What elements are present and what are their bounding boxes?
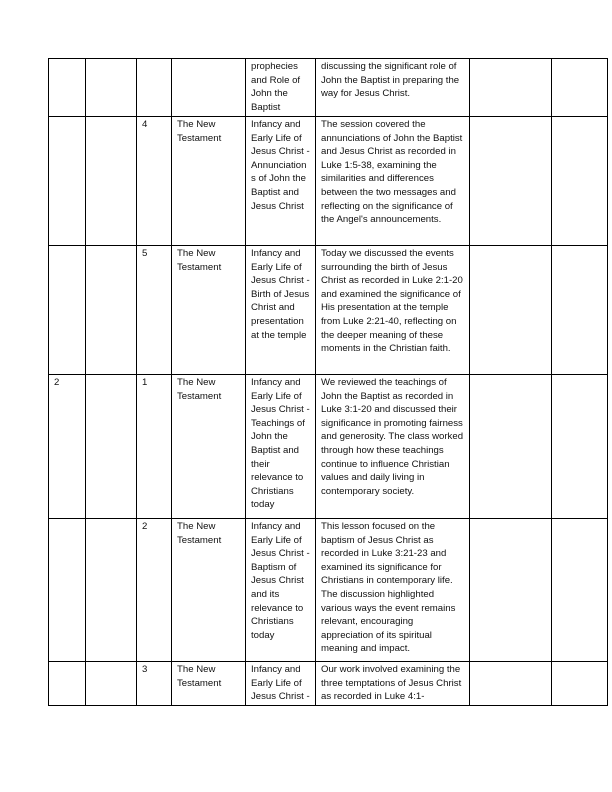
table-row <box>49 662 608 706</box>
week-cell <box>49 519 86 662</box>
topic-cell: Infancy and Early Life of Jesus Christ - <box>246 662 316 706</box>
empty-cell <box>86 246 137 375</box>
empty-cell <box>470 59 552 117</box>
empty-cell <box>470 662 552 706</box>
week-cell <box>49 59 86 117</box>
lesson-cell: 1 <box>137 375 172 519</box>
strand-cell: The New Testament <box>172 375 246 519</box>
empty-cell <box>86 662 137 706</box>
week-cell <box>49 246 86 375</box>
lesson-cell: 4 <box>137 117 172 246</box>
summary-cell: discussing the significant role of John the Baptist in preparing the way for Jesus Christ. <box>316 59 470 117</box>
summary-cell: This lesson focused on the baptism of Jesus Christ as recorded in Luke 3:21-23 and examined its significance for Christians in contemporary life. The discussion highlighted various ways the event remains relevant, encouraging appreciation of its spiritual meaning and impact. <box>316 519 470 662</box>
table-row <box>49 375 608 519</box>
lesson-cell: 2 <box>137 519 172 662</box>
table-row <box>49 59 608 117</box>
week-cell <box>49 662 86 706</box>
table-row <box>49 117 608 246</box>
summary-cell: Today we discussed the events surrounding the birth of Jesus Christ as recorded in Luke 2:1-20 and examined the significance of His presentation at the temple from Luke 2:21-40, reflecting on the deeper meaning of these moments in the Christian faith. <box>316 246 470 375</box>
topic-cell: prophecies and Role of John the Baptist <box>246 59 316 117</box>
summary-cell: Our work involved examining the three temptations of Jesus Christ as recorded in Luke 4:1- <box>316 662 470 706</box>
week-cell: 2 <box>49 375 86 519</box>
empty-cell <box>552 59 608 117</box>
summary-cell: We reviewed the teachings of John the Baptist as recorded in Luke 3:1-20 and discussed their significance in promoting fairness and generosity. The class worked through how these teachings continue to influence Christian values and daily living in contemporary society. <box>316 375 470 519</box>
empty-cell <box>552 519 608 662</box>
empty-cell <box>86 117 137 246</box>
lesson-cell: 3 <box>137 662 172 706</box>
empty-cell <box>552 117 608 246</box>
empty-cell <box>86 375 137 519</box>
empty-cell <box>86 59 137 117</box>
table-row <box>49 519 608 662</box>
strand-cell: The New Testament <box>172 246 246 375</box>
topic-cell: Infancy and Early Life of Jesus Christ - Teachings of John the Baptist and their relevance to Christians today <box>246 375 316 519</box>
topic-cell: Infancy and Early Life of Jesus Christ - Birth of Jesus Christ and presentation at the temple <box>246 246 316 375</box>
empty-cell <box>552 246 608 375</box>
topic-cell: Infancy and Early Life of Jesus Christ - Baptism of Jesus Christ and its relevance to Christians today <box>246 519 316 662</box>
strand-cell <box>172 59 246 117</box>
empty-cell <box>470 375 552 519</box>
empty-cell <box>470 246 552 375</box>
strand-cell: The New Testament <box>172 117 246 246</box>
empty-cell <box>552 662 608 706</box>
strand-cell: The New Testament <box>172 519 246 662</box>
lesson-cell <box>137 59 172 117</box>
lesson-record-table <box>48 58 608 706</box>
empty-cell <box>552 375 608 519</box>
empty-cell <box>86 519 137 662</box>
empty-cell <box>470 519 552 662</box>
table-row <box>49 246 608 375</box>
lesson-cell: 5 <box>137 246 172 375</box>
empty-cell <box>470 117 552 246</box>
topic-cell: Infancy and Early Life of Jesus Christ - Annunciation s of John the Baptist and Jesus Christ <box>246 117 316 246</box>
strand-cell: The New Testament <box>172 662 246 706</box>
week-cell <box>49 117 86 246</box>
summary-cell: The session covered the annunciations of John the Baptist and Jesus Christ as recorded in Luke 1:5-38, examining the similarities and differences between the two messages and reflecting on the significance of the Angel's announcements. <box>316 117 470 246</box>
